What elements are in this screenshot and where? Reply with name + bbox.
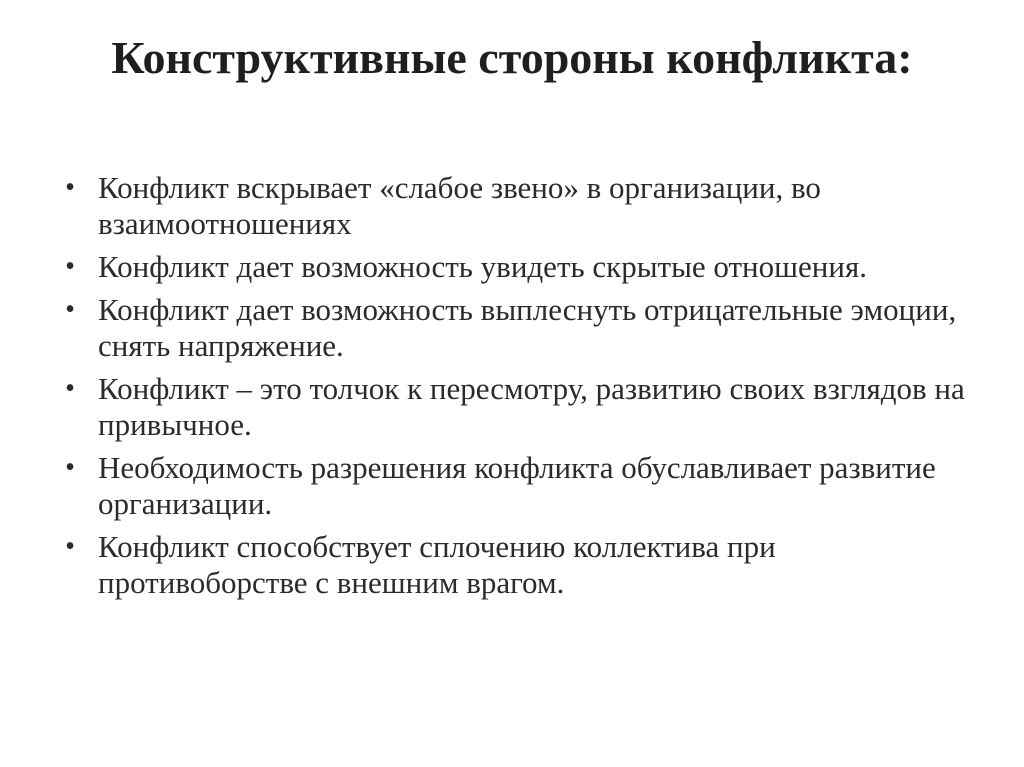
bullet-text: Конфликт дает возможность выплеснуть отрицательные эмоции, снять напряжение. (98, 292, 957, 363)
bullet-item (60, 371, 990, 443)
bullet-item (60, 292, 990, 364)
bullet-text: Конфликт вскрывает «слабое звено» в организации, во взаимоотношениях (98, 170, 821, 241)
bullet-dot-icon: • (65, 251, 75, 282)
bullet-dot-icon: • (65, 452, 75, 483)
bullet-item (60, 529, 990, 601)
bullet-dot-icon: • (65, 373, 75, 404)
slide-title: Конструктивные стороны конфликта: (111, 32, 913, 83)
bullet-item (60, 450, 990, 522)
bullet-text: Конфликт – это толчок к пересмотру, развитию своих взглядов на привычное. (98, 371, 965, 442)
bullet-text: Необходимость разрешения конфликта обуславливает развитие организации. (98, 450, 936, 521)
bullet-dot-icon: • (65, 531, 75, 562)
bullet-text: Конфликт дает возможность увидеть скрытые отношения. (98, 249, 867, 284)
bullet-item (60, 170, 990, 242)
bullet-dot-icon: • (65, 172, 75, 203)
bullet-list (60, 170, 990, 608)
bullet-text: Конфликт способствует сплочению коллектива при противоборстве с внешним врагом. (98, 529, 776, 600)
bullet-item (60, 249, 990, 285)
bullet-dot-icon: • (65, 294, 75, 325)
